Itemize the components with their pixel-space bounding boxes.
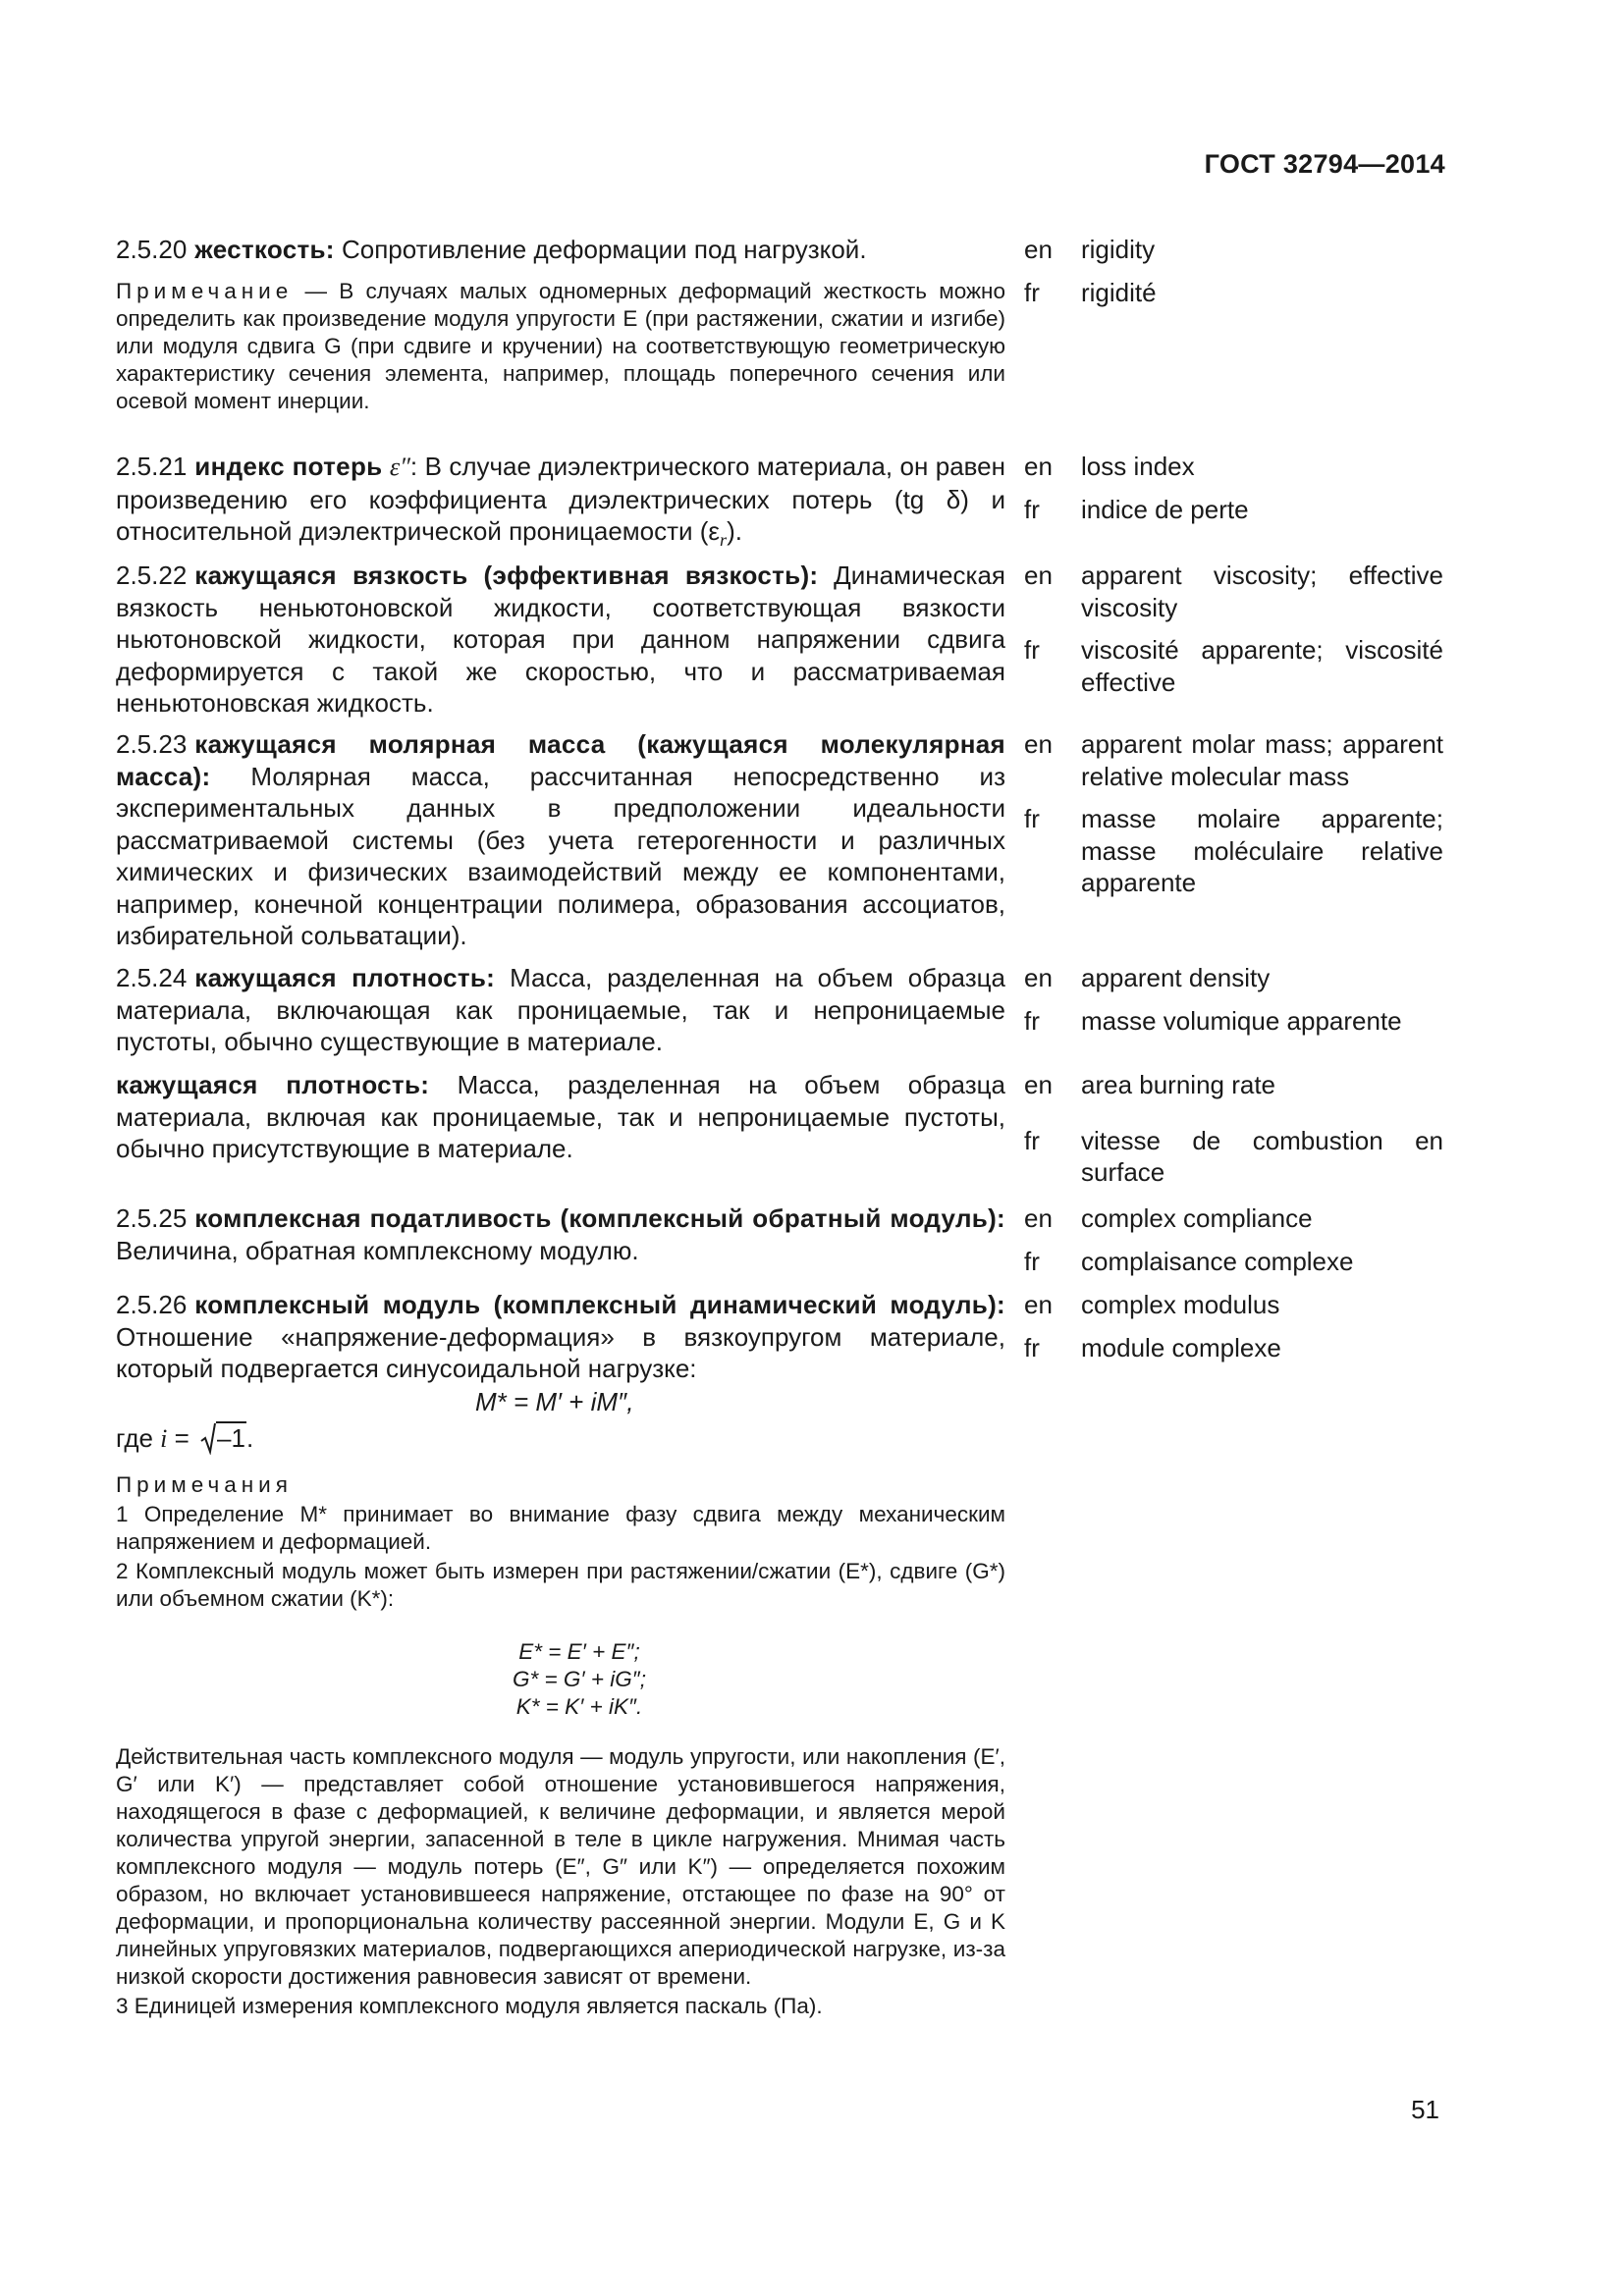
lang-en: en apparent molar mass; apparent relative molecular mass — [1024, 729, 1443, 791]
definition — [116, 451, 1005, 557]
notes-label: Примечания — [116, 1472, 293, 1497]
where-clause — [116, 1418, 253, 1459]
where-equals: = — [167, 1423, 197, 1453]
term-number: 2.5.22 — [116, 561, 188, 590]
term-number: 2.5.23 — [116, 729, 188, 759]
note-label: Примечание — [116, 278, 294, 303]
term-definition: Масса, разделенная на объем образца материала, включающая как проницаемые, так и непроницаемые пустоты, обычно существующие в материале. — [116, 963, 1005, 1056]
formula-k: K* = K′ + iK″. — [515, 1694, 643, 1719]
term-number: 2.5.24 — [116, 963, 188, 992]
term-title: кажущаяся плотность: — [116, 1070, 430, 1099]
term-definition: Масса, разделенная на объем образца материала, включая как проницаемые, так и непроницаемые пустоты, обычно присутствующие в материале. — [116, 1070, 1005, 1163]
equivalents — [1024, 1069, 1443, 1189]
lang-en: en complex compliance — [1024, 1203, 1313, 1233]
definition — [116, 962, 1005, 1058]
equivalents — [1024, 1202, 1443, 1277]
sqrt-expression — [200, 1418, 246, 1458]
where-variable: i — [160, 1424, 168, 1453]
term-definition: Молярная масса, рассчитанная непосредственно из экспериментальных данных в предположении идеальности рассматриваемой системы (без учета гетерогенности и различных химических и физических взаимодействий между ее компонентами, например, конечной концентрации полимера, образования ассоциатов, избирательной сольватации). — [116, 761, 1005, 950]
formula-g: G* = G′ + iG″; — [513, 1667, 646, 1691]
note-text: — В случаях малых одномерных деформаций жесткость можно определить как произведение модуля упругости E (при растяжении, сжатии и изгибе) или модуля сдвига G (при сдвиге и кручении) на соответствующую геометрическую характеристику сечения элемента, например, площадь поперечного сечения или осевой момент инерции. — [116, 278, 1005, 413]
definition — [116, 560, 1005, 720]
formulas-block — [481, 1638, 677, 1721]
note-paragraph-block — [116, 1743, 1005, 2020]
equivalents — [1024, 1289, 1443, 1363]
term-number: 2.5.20 — [116, 235, 188, 264]
lang-fr: fr masse molaire apparente; masse moléculaire relative apparente — [1024, 804, 1443, 897]
term-title: кажущаяся молярная масса (кажущаяся молекулярная масса): — [116, 729, 1005, 791]
lang-en: en apparent viscosity; effective viscosity — [1024, 561, 1443, 622]
definition — [116, 1202, 1005, 1266]
term-title: кажущаяся вязкость (эффективная вязкость): — [194, 561, 819, 590]
term-title: индекс потерь — [194, 452, 383, 481]
definition — [116, 728, 1005, 952]
definition — [116, 234, 1005, 415]
term-definition: Величина, обратная комплексному модулю. — [116, 1235, 639, 1265]
lang-fr: fr rigidité — [1024, 277, 1157, 307]
document-header: ГОСТ 32794—2014 — [1204, 149, 1445, 179]
note-3: 3 Единицей измерения комплексного модуля является паскаль (Па). — [116, 1994, 823, 2018]
note-1: 1 Определение M* принимает во внимание фазу сдвига между механическим напряжением и деформацией. — [116, 1502, 1005, 1554]
equivalents — [1024, 728, 1443, 899]
lang-en: en complex modulus — [1024, 1290, 1280, 1319]
term-title: кажущаяся плотность: — [194, 963, 496, 992]
term-number: 2.5.21 — [116, 452, 188, 481]
lang-fr: fr masse volumique apparente — [1024, 1005, 1402, 1036]
where-prefix: где — [116, 1423, 161, 1453]
definition — [116, 1289, 1005, 1385]
term-number: 2.5.26 — [116, 1290, 188, 1319]
lang-fr: fr module complexe — [1024, 1332, 1281, 1362]
subscript: r — [720, 530, 728, 551]
term-definition: Отношение «напряжение-деформация» в вязкоупругом материале, который подвергается синусоидальной нагрузке: — [116, 1321, 1005, 1383]
term-symbol: ε″ — [389, 453, 410, 481]
term-title: комплексная податливость (комплексный обратный модуль): — [194, 1203, 1005, 1233]
lang-en: en apparent density — [1024, 963, 1271, 992]
where-suffix: . — [245, 1423, 254, 1453]
lang-en: en area burning rate — [1024, 1070, 1276, 1099]
definition — [116, 1069, 1005, 1165]
equivalents — [1024, 451, 1443, 525]
term-number: 2.5.25 — [116, 1203, 188, 1233]
note-paragraph: Действительная часть комплексного модуля — модуль упругости, или накопления (E′, G′ или K′) — представляет собой отношение установившегося напряжения, находящегося в фазе с деформацией, к величине деформации, и является мерой количества упругой энергии, запасенной в теле в цикле нагружения. Мнимая часть комплексного модуля — модуль потерь (E″, G″ или K″) — определяется похожим образом, но включает установившееся напряжение, отстающее по фазе на 90° от деформации, и пропорциональна количеству рассеянной энергии. Модули E, G и K линейных упруговязких материалов, подвергающихся апериодической нагрузке, из-за низкой скорости достижения равновесия зависят от времени. — [116, 1744, 1005, 1989]
lang-en: en rigidity — [1024, 235, 1156, 264]
page-number: 51 — [1411, 2095, 1439, 2124]
equivalents — [1024, 560, 1443, 698]
formula-e: E* = E′ + E″; — [518, 1639, 640, 1664]
term-definition: Сопротивление деформации под нагрузкой. — [334, 235, 867, 264]
term-title: комплексный модуль (комплексный динамический модуль): — [194, 1290, 1005, 1319]
lang-fr: fr viscosité apparente; viscosité effective — [1024, 635, 1443, 697]
lang-fr: fr indice de perte — [1024, 494, 1249, 524]
sqrt-icon — [200, 1421, 216, 1455]
lang-en: en loss index — [1024, 452, 1195, 481]
sqrt-radicand: –1 — [217, 1423, 245, 1453]
lang-fr: fr complaisance complexe — [1024, 1246, 1354, 1276]
notes-block — [116, 1471, 1005, 1613]
term-definition-end: ). — [727, 516, 742, 546]
term-title: жесткость: — [194, 235, 335, 264]
term-definition: Динамическая вязкость неньютоновской жидкости, соответствующая вязкости ньютоновской жидкости, которая при данном напряжении сдвига деформируется с такой же скоростью, что и рассматриваемая неньютоновская жидкость. — [116, 561, 1005, 718]
note — [116, 278, 1005, 415]
lang-fr: fr vitesse de combustion en surface — [1024, 1125, 1443, 1187]
term-definition: : В случае диэлектрического материала, он равен произведению его коэффициента диэлектрических потерь (tg δ) и относительной диэлектрической проницаемости (ε — [116, 452, 1005, 546]
formula-complex-modulus: M* = M′ + iM″, — [475, 1387, 634, 1416]
equivalents — [1024, 234, 1443, 308]
equivalents — [1024, 962, 1443, 1037]
note-2: 2 Комплексный модуль может быть измерен при растяжении/сжатии (E*), сдвиге (G*) или объемном сжатии (K*): — [116, 1559, 1005, 1611]
